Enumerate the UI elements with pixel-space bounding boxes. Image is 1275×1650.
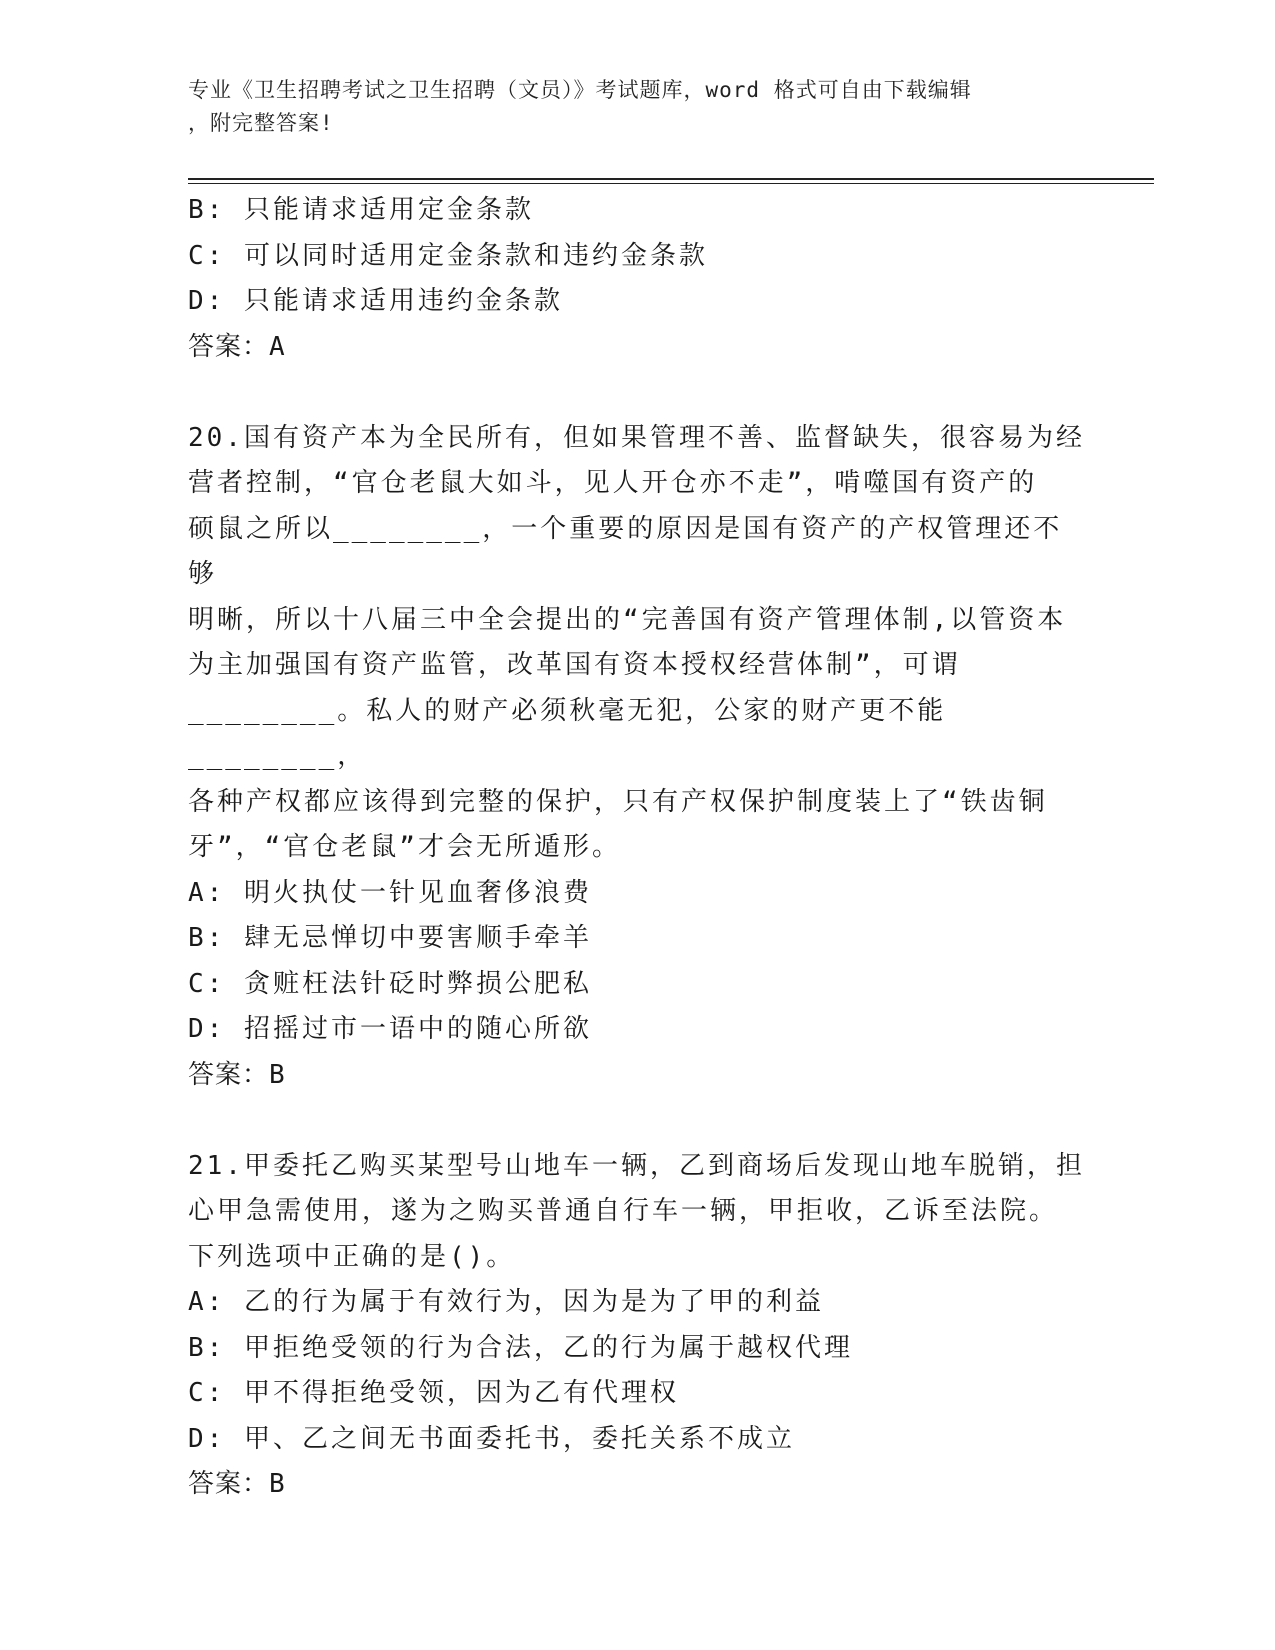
question-21 bbox=[188, 1144, 1088, 1508]
header-divider-thick bbox=[188, 178, 1154, 180]
answer: 答案：B bbox=[188, 1059, 286, 1090]
question-text-line: 各种产权都应该得到完整的保护，只有产权保护制度装上了“铁齿铜 bbox=[188, 786, 1048, 817]
spacer bbox=[188, 1098, 1088, 1144]
question-text-line: 牙”，“官仓老鼠”才会无所遁形。 bbox=[188, 832, 621, 862]
option-b: B: 肆无忌惮切中要害顺手牵羊 bbox=[188, 923, 592, 953]
option-c: C: 贪赃枉法针砭时弊损公肥私 bbox=[188, 968, 592, 999]
question-content bbox=[188, 188, 1088, 1508]
question-text-line: 硕鼠之所以________，一个重要的原因是国有资产的产权管理还不够 bbox=[188, 513, 1063, 589]
option-b: B: 只能请求适用定金条款 bbox=[188, 195, 534, 225]
option-c: C: 可以同时适用定金条款和违约金条款 bbox=[188, 240, 708, 271]
question-text-line: 营者控制，“官仓老鼠大如斗，见人开仓亦不走”，啃噬国有资产的 bbox=[188, 468, 1038, 498]
option-d: D: 甲、乙之间无书面委托书，委托关系不成立 bbox=[188, 1423, 795, 1454]
option-b: B: 甲拒绝受领的行为合法，乙的行为属于越权代理 bbox=[188, 1332, 853, 1363]
question-text-line: 明晰，所以十八届三中全会提出的“完善国有资产管理体制,以管资本 bbox=[188, 604, 1067, 635]
option-a: A: 乙的行为属于有效行为，因为是为了甲的利益 bbox=[188, 1287, 824, 1317]
question-text-line: ________。私人的财产必须秋毫无犯，公家的财产更不能________， bbox=[188, 695, 947, 771]
question-text-line: 21.甲委托乙购买某型号山地车一辆，乙到商场后发现山地车脱销，担 bbox=[188, 1150, 1085, 1181]
spacer bbox=[188, 370, 1088, 416]
answer: 答案：A bbox=[188, 331, 286, 362]
answer: 答案：B bbox=[188, 1469, 286, 1499]
header-divider-thin bbox=[188, 183, 1154, 184]
option-d: D: 招摇过市一语中的随心所欲 bbox=[188, 1014, 592, 1044]
header-line-1: 专业《卫生招聘考试之卫生招聘（文员）》考试题库，word 格式可自由下载编辑 bbox=[188, 78, 972, 102]
option-d: D: 只能请求适用违约金条款 bbox=[188, 286, 563, 316]
option-c: C: 甲不得拒绝受领，因为乙有代理权 bbox=[188, 1378, 679, 1408]
option-a: A: 明火执仗一针见血奢侈浪费 bbox=[188, 877, 592, 908]
header-line-2: ，附完整答案! bbox=[188, 111, 334, 135]
question-text-line: 心甲急需使用，遂为之购买普通自行车一辆，甲拒收，乙诉至法院。 bbox=[188, 1196, 1059, 1226]
question-20 bbox=[188, 416, 1088, 1099]
question-text-line: 20.国有资产本为全民所有，但如果管理不善、监督缺失，很容易为经 bbox=[188, 422, 1085, 453]
question-text-line: 为主加强国有资产监管，改革国有资本授权经营体制”，可谓 bbox=[188, 650, 961, 680]
prev-question bbox=[188, 188, 1088, 370]
document-header bbox=[188, 74, 1088, 140]
question-text-line: 下列选项中正确的是()。 bbox=[188, 1241, 516, 1272]
